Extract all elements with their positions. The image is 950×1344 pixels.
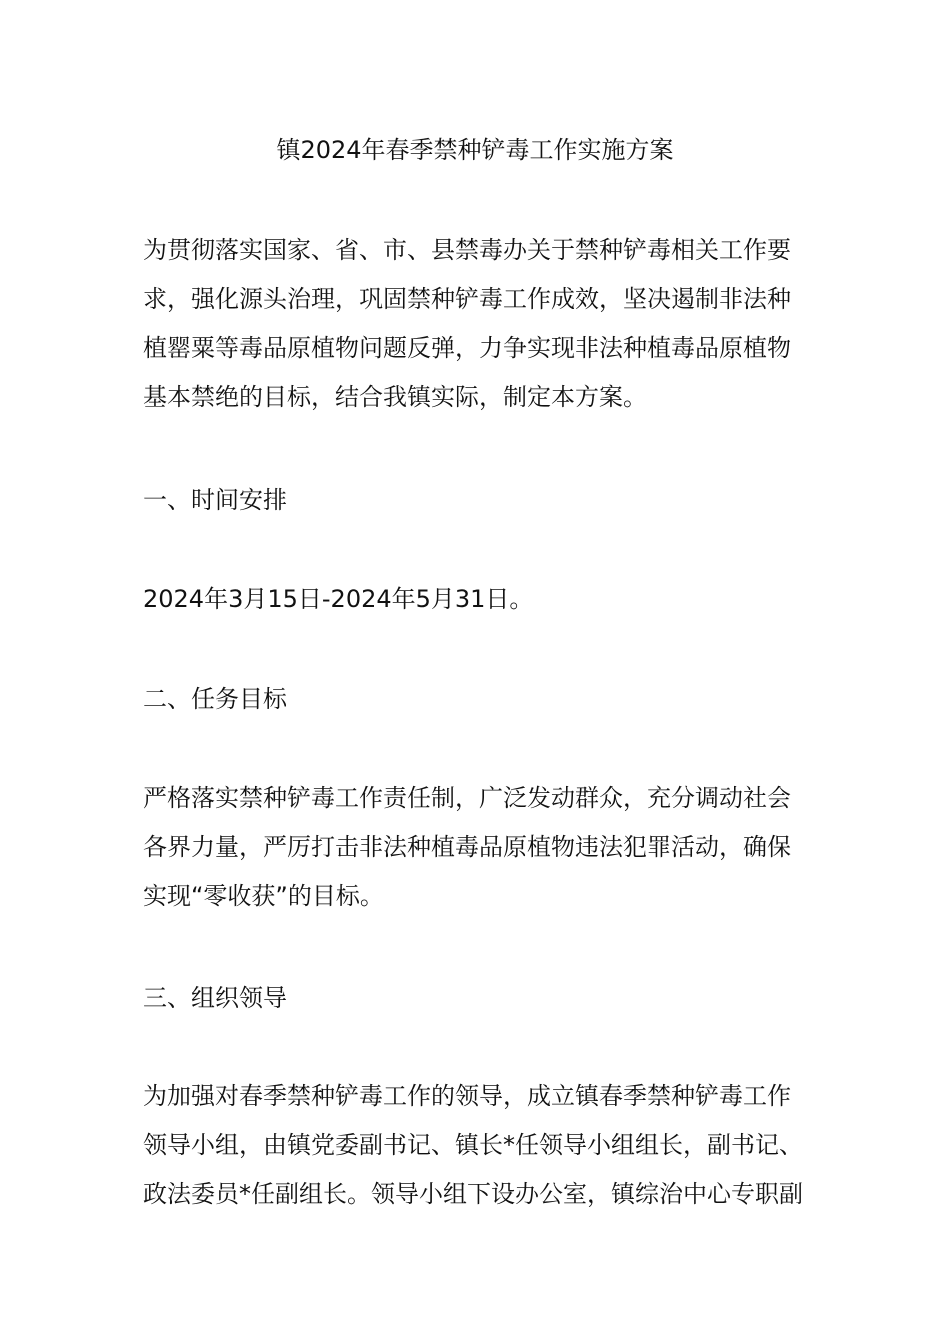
intro-paragraph <box>143 226 813 422</box>
intro-line-2: 求，强化源头治理，巩固禁种铲毒工作成效，坚决遏制非法种 <box>143 285 791 313</box>
section-2-line-3: 实现“零收获”的目标。 <box>143 882 384 910</box>
section-3-line-3: 政法委员*任副组长。领导小组下设办公室，镇综治中心专职副 <box>143 1180 803 1208</box>
section-3-paragraph <box>143 1072 813 1219</box>
section-2-paragraph <box>143 774 813 921</box>
section-3-line-2: 领导小组，由镇党委副书记、镇长*任领导小组组长，副书记、 <box>143 1131 803 1159</box>
section-2-line-1: 严格落实禁种铲毒工作责任制，广泛发动群众，充分调动社会 <box>143 784 791 812</box>
section-1-date-range: 2024年3月15日-2024年5月31日。 <box>143 585 534 613</box>
section-3-heading: 三、组织领导 <box>143 984 287 1012</box>
document-title: 镇2024年春季禁种铲毒工作实施方案 <box>276 136 674 164</box>
intro-line-4: 基本禁绝的目标，结合我镇实际，制定本方案。 <box>143 383 647 411</box>
section-2-heading: 二、任务目标 <box>143 685 287 713</box>
section-2-line-2: 各界力量，严厉打击非法种植毒品原植物违法犯罪活动，确保 <box>143 833 791 861</box>
section-1-heading: 一、时间安排 <box>143 486 287 514</box>
section-3-line-1: 为加强对春季禁种铲毒工作的领导，成立镇春季禁种铲毒工作 <box>143 1082 791 1110</box>
intro-line-1: 为贯彻落实国家、省、市、县禁毒办关于禁种铲毒相关工作要 <box>143 236 791 264</box>
intro-line-3: 植罂粟等毒品原植物问题反弹，力争实现非法种植毒品原植物 <box>143 334 791 362</box>
